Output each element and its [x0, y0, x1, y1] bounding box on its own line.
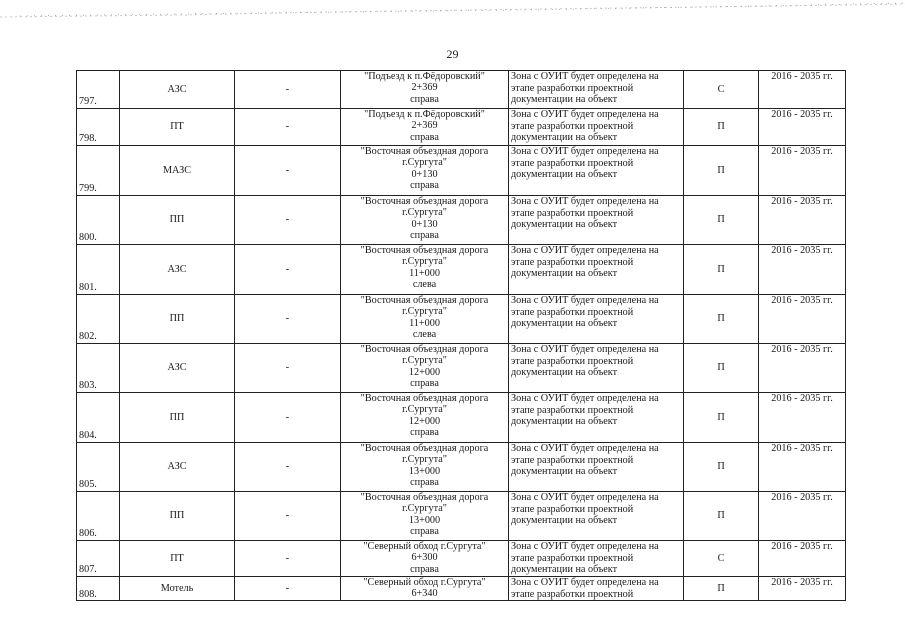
zone-cell: [509, 109, 684, 146]
location-cell: [341, 109, 509, 146]
period-cell: 2016 - 2035 гг.: [759, 443, 846, 492]
object-type: АЗС: [120, 245, 235, 295]
zone-cell-line: Зона с ОУИТ будет определена на: [511, 393, 659, 404]
empty-value-dash: -: [235, 196, 341, 245]
object-type: МАЗС: [120, 146, 235, 196]
zone-cell-line: этапе разработки проектной: [511, 503, 634, 515]
location-cell-line: справа: [410, 377, 439, 389]
location-cell: [341, 245, 509, 295]
category-cell: П: [684, 245, 759, 295]
location-cell-line: справа: [410, 93, 439, 105]
row-number: 804.: [77, 393, 120, 443]
location-cell-line: справа: [410, 563, 439, 575]
location-cell-line: 0+130: [411, 168, 438, 180]
location-cell-line: "Восточная объездная дорога: [360, 295, 489, 306]
category-cell: П: [684, 492, 759, 541]
location-cell-line: "Подъезд к п.Фёдоровский": [364, 71, 485, 82]
location-cell-line: слева: [412, 328, 437, 340]
zone-cell: [509, 344, 684, 393]
location-cell-line: справа: [410, 179, 439, 191]
zone-cell-line: Зона с ОУИТ будет определена на: [511, 443, 659, 454]
location-cell: [341, 541, 509, 577]
period-cell: 2016 - 2035 гг.: [759, 146, 846, 196]
zone-cell-line: Зона с ОУИТ будет определена на: [511, 196, 659, 207]
location-cell-line: 13+000: [408, 514, 441, 526]
location-cell-line: г.Сургута": [402, 503, 447, 515]
location-cell-line: справа: [410, 426, 439, 438]
row-number: 803.: [77, 344, 120, 393]
object-type: АЗС: [120, 344, 235, 393]
location-cell: [341, 146, 509, 196]
zone-cell-line: этапе разработки проектной: [511, 82, 634, 94]
empty-value-dash: -: [235, 393, 341, 443]
zone-cell: [509, 541, 684, 577]
location-cell-line: "Восточная объездная дорога: [360, 196, 489, 207]
location-cell-line: 11+000: [409, 267, 440, 279]
period-cell: 2016 - 2035 гг.: [759, 295, 846, 344]
location-cell-line: 2+369: [411, 120, 438, 132]
location-cell-line: "Подъезд к п.Фёдоровский": [364, 109, 485, 120]
location-cell-line: справа: [410, 229, 439, 241]
zone-cell-line: Зона с ОУИТ будет определена на: [511, 344, 659, 355]
row-number: 805.: [77, 443, 120, 492]
location-cell-line: 11+000: [409, 317, 440, 329]
row-number: 808.: [77, 577, 120, 601]
zone-cell-line: этапе разработки проектной: [511, 404, 634, 416]
row-number: 799.: [77, 146, 120, 196]
table-row: [77, 109, 846, 146]
empty-value-dash: -: [235, 71, 341, 109]
location-cell-line: 2+369: [411, 82, 438, 94]
location-cell-line: г.Сургута": [402, 404, 447, 416]
location-cell-line: г.Сургута": [402, 355, 447, 367]
location-cell-line: слева: [412, 278, 437, 290]
empty-value-dash: -: [235, 295, 341, 344]
location-cell: [341, 344, 509, 393]
empty-value-dash: -: [235, 109, 341, 146]
zone-cell: [509, 443, 684, 492]
category-cell: П: [684, 295, 759, 344]
location-cell-line: "Восточная объездная дорога: [360, 146, 489, 157]
row-number: 797.: [77, 71, 120, 109]
table-row: [77, 71, 846, 109]
table-row: [77, 245, 846, 295]
category-cell: П: [684, 577, 759, 601]
location-cell-line: г.Сургута": [402, 454, 447, 466]
period-cell: 2016 - 2035 гг.: [759, 109, 846, 146]
zone-cell-line: этапе разработки проектной: [511, 588, 634, 600]
table-row: [77, 443, 846, 492]
location-cell: [341, 295, 509, 344]
empty-value-dash: -: [235, 577, 341, 601]
location-cell-line: 13+000: [408, 465, 441, 477]
zone-cell: [509, 146, 684, 196]
page-number: 29: [446, 47, 459, 61]
object-type: ПП: [120, 492, 235, 541]
location-cell-line: 6+340: [411, 588, 438, 600]
zone-cell-line: документации на объект: [511, 367, 618, 379]
row-number: 800.: [77, 196, 120, 245]
location-cell-line: справа: [410, 525, 439, 537]
zone-cell: [509, 71, 684, 109]
zone-cell: [509, 577, 684, 601]
empty-value-dash: -: [235, 245, 341, 295]
zone-cell-line: документации на объект: [511, 318, 618, 330]
row-number: 801.: [77, 245, 120, 295]
zone-cell-line: документации на объект: [511, 169, 618, 181]
zone-cell-line: этапе разработки проектной: [511, 306, 634, 318]
period-cell: 2016 - 2035 гг.: [759, 344, 846, 393]
period-cell: 2016 - 2035 гг.: [759, 577, 846, 601]
empty-value-dash: -: [235, 492, 341, 541]
category-cell: С: [684, 71, 759, 109]
zone-cell: [509, 196, 684, 245]
table-row: [77, 295, 846, 344]
period-cell: 2016 - 2035 гг.: [759, 492, 846, 541]
table-row: [77, 492, 846, 541]
zone-cell-line: этапе разработки проектной: [511, 120, 634, 132]
empty-value-dash: -: [235, 443, 341, 492]
zone-cell-line: этапе разработки проектной: [511, 355, 634, 367]
category-cell: П: [684, 196, 759, 245]
zone-cell-line: Зона с ОУИТ будет определена на: [511, 541, 659, 552]
location-cell: [341, 492, 509, 541]
object-type: ПП: [120, 196, 235, 245]
object-type: ПП: [120, 393, 235, 443]
row-number: 798.: [77, 109, 120, 146]
object-type: АЗС: [120, 71, 235, 109]
category-cell: С: [684, 541, 759, 577]
category-cell: П: [684, 109, 759, 146]
object-type: ПТ: [120, 541, 235, 577]
objects-table: [76, 70, 846, 601]
period-cell: 2016 - 2035 гг.: [759, 393, 846, 443]
row-number: 806.: [77, 492, 120, 541]
zone-cell-line: Зона с ОУИТ будет определена на: [511, 245, 659, 256]
zone-cell-line: этапе разработки проектной: [511, 157, 634, 169]
scan-edge-noise: [0, 0, 905, 18]
category-cell: П: [684, 443, 759, 492]
location-cell-line: справа: [410, 131, 439, 143]
period-cell: 2016 - 2035 гг.: [759, 245, 846, 295]
period-cell: 2016 - 2035 гг.: [759, 71, 846, 109]
location-cell-line: "Северный обход г.Сургута": [363, 577, 486, 588]
table-row: [77, 344, 846, 393]
location-cell-line: 12+000: [408, 415, 441, 427]
location-cell-line: г.Сургута": [402, 207, 447, 219]
period-cell: 2016 - 2035 гг.: [759, 196, 846, 245]
object-type: ПТ: [120, 109, 235, 146]
row-number: 802.: [77, 295, 120, 344]
zone-cell-line: этапе разработки проектной: [511, 207, 634, 219]
category-cell: П: [684, 344, 759, 393]
zone-cell-line: Зона с ОУИТ будет определена на: [511, 109, 659, 120]
category-cell: П: [684, 146, 759, 196]
period-cell: 2016 - 2035 гг.: [759, 541, 846, 577]
zone-cell-line: документации на объект: [511, 416, 618, 428]
location-cell: [341, 443, 509, 492]
location-cell-line: г.Сургута": [402, 306, 447, 318]
table-row: [77, 196, 846, 245]
zone-cell-line: документации на объект: [511, 515, 618, 527]
location-cell-line: г.Сургута": [402, 256, 447, 268]
category-cell: П: [684, 393, 759, 443]
zone-cell: [509, 295, 684, 344]
object-type: Мотель: [120, 577, 235, 601]
empty-value-dash: -: [235, 344, 341, 393]
zone-cell: [509, 492, 684, 541]
zone-cell-line: документации на объект: [511, 466, 618, 478]
zone-cell-line: документации на объект: [511, 564, 618, 576]
zone-cell: [509, 245, 684, 295]
zone-cell-line: Зона с ОУИТ будет определена на: [511, 295, 659, 306]
location-cell-line: 12+000: [408, 366, 441, 378]
zone-cell-line: этапе разработки проектной: [511, 552, 634, 564]
empty-value-dash: -: [235, 541, 341, 577]
table-row: [77, 393, 846, 443]
zone-cell-line: документации на объект: [511, 219, 618, 231]
zone-cell: [509, 393, 684, 443]
location-cell: [341, 71, 509, 109]
location-cell-line: "Восточная объездная дорога: [360, 443, 489, 454]
object-type: АЗС: [120, 443, 235, 492]
zone-cell-line: Зона с ОУИТ будет определена на: [511, 492, 659, 503]
table-row: [77, 146, 846, 196]
row-number: 807.: [77, 541, 120, 577]
location-cell-line: г.Сургута": [402, 157, 447, 169]
location-cell-line: "Восточная объездная дорога: [360, 344, 489, 355]
location-cell-line: "Северный обход г.Сургута": [363, 541, 486, 552]
location-cell-line: справа: [410, 476, 439, 488]
zone-cell-line: этапе разработки проектной: [511, 256, 634, 268]
empty-value-dash: -: [235, 146, 341, 196]
zone-cell-line: этапе разработки проектной: [511, 454, 634, 466]
zone-cell-line: Зона с ОУИТ будет определена на: [511, 577, 659, 588]
location-cell-line: "Восточная объездная дорога: [360, 245, 489, 256]
zone-cell-line: документации на объект: [511, 132, 618, 144]
zone-cell-line: документации на объект: [511, 94, 618, 106]
object-type: ПП: [120, 295, 235, 344]
zone-cell-line: Зона с ОУИТ будет определена на: [511, 71, 659, 82]
location-cell: [341, 393, 509, 443]
table-row: [77, 577, 846, 601]
table-row: [77, 541, 846, 577]
location-cell-line: 0+130: [411, 218, 438, 230]
location-cell: [341, 196, 509, 245]
zone-cell-line: документации на объект: [511, 268, 618, 280]
location-cell-line: "Восточная объездная дорога: [360, 393, 489, 404]
location-cell-line: "Восточная объездная дорога: [360, 492, 489, 503]
location-cell-line: 6+300: [411, 552, 438, 564]
location-cell: [341, 577, 509, 601]
zone-cell-line: Зона с ОУИТ будет определена на: [511, 146, 659, 157]
